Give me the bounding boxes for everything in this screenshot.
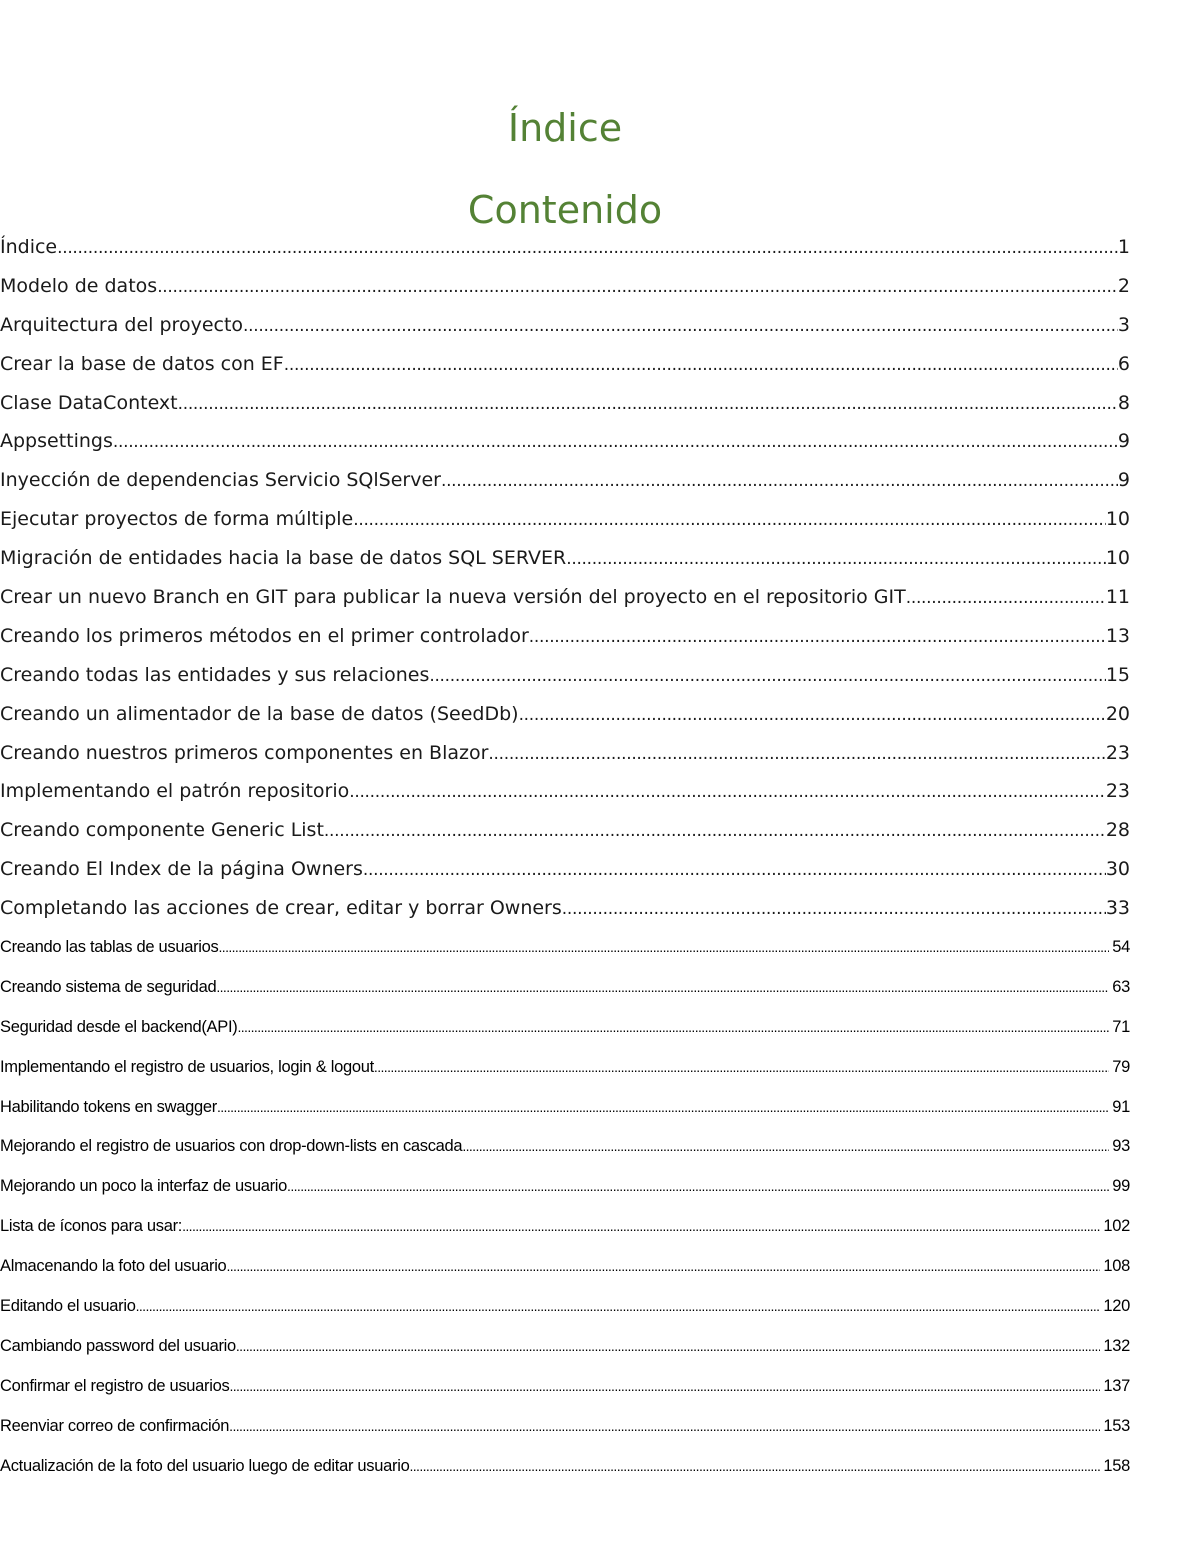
toc-dot-leader xyxy=(57,229,1118,267)
toc-entry[interactable] xyxy=(0,1048,1130,1088)
toc-entry[interactable] xyxy=(0,656,1130,695)
toc-dot-leader xyxy=(441,462,1118,500)
toc-entry-page-number: 108 xyxy=(1103,1257,1130,1276)
toc-entry[interactable] xyxy=(0,345,1130,384)
toc-dot-leader xyxy=(237,1008,1109,1048)
toc-dot-leader xyxy=(217,1088,1109,1128)
toc-entry-page-number: 15 xyxy=(1105,663,1130,686)
toc-entry-title: Editando el usuario xyxy=(0,1297,136,1316)
toc-entry-page-number: 13 xyxy=(1105,624,1130,647)
toc-entry[interactable] xyxy=(0,1207,1130,1247)
toc-entry-page-number: 54 xyxy=(1112,938,1130,957)
toc-entry[interactable] xyxy=(0,539,1130,578)
toc-entry[interactable] xyxy=(0,1367,1130,1407)
toc-dot-leader xyxy=(409,1447,1100,1487)
toc-entry[interactable] xyxy=(0,734,1130,773)
toc-entry-title: Almacenando la foto del usuario xyxy=(0,1257,227,1276)
toc-dot-leader xyxy=(519,696,1106,734)
toc-entry-title: Ejecutar proyectos de forma múltiple xyxy=(0,508,354,531)
toc-dot-leader xyxy=(113,423,1118,461)
toc-entry-title: Creando los primeros métodos en el primer controlador xyxy=(0,624,529,647)
toc-entry[interactable] xyxy=(0,1287,1130,1327)
toc-entry-page-number: 3 xyxy=(1117,313,1130,336)
toc-entry-page-number: 9 xyxy=(1117,430,1130,453)
toc-dot-leader xyxy=(462,1127,1109,1167)
toc-entry-title: Creando sistema de seguridad xyxy=(0,977,217,996)
toc-entry-page-number: 10 xyxy=(1105,508,1130,531)
toc-entry-title: Cambiando password del usuario xyxy=(0,1336,236,1355)
toc-entry[interactable] xyxy=(0,228,1130,267)
toc-dot-leader xyxy=(566,540,1106,578)
toc-dot-leader xyxy=(349,773,1106,811)
toc-entry[interactable] xyxy=(0,1447,1130,1487)
toc-dot-leader xyxy=(229,1367,1100,1407)
toc-entry-title: Implementando el registro de usuarios, login & logout xyxy=(0,1057,374,1076)
toc-entry-page-number: 23 xyxy=(1105,741,1130,764)
toc-entry-title: Creando componente Generic List xyxy=(0,819,324,842)
toc-entry-page-number: 79 xyxy=(1112,1057,1130,1076)
toc-dot-leader xyxy=(243,307,1118,345)
toc-dot-leader xyxy=(353,501,1106,539)
toc-entry-page-number: 120 xyxy=(1103,1297,1130,1316)
toc-dot-leader xyxy=(488,735,1105,773)
toc-dot-leader xyxy=(324,812,1106,850)
toc-entry-title: Clase DataContext xyxy=(0,391,178,414)
toc-entry-page-number: 153 xyxy=(1103,1416,1130,1435)
toc-entry-page-number: 2 xyxy=(1117,274,1130,297)
toc-entry-page-number: 137 xyxy=(1103,1376,1130,1395)
toc-entry-page-number: 71 xyxy=(1112,1017,1130,1036)
toc-entry-title: Creando un alimentador de la base de datos (SeedDb) xyxy=(0,702,519,725)
toc-entry-page-number: 93 xyxy=(1112,1137,1130,1156)
toc-entry[interactable] xyxy=(0,1167,1130,1207)
toc-entry[interactable] xyxy=(0,928,1130,968)
page-heading: Índice xyxy=(507,106,623,150)
toc-entry[interactable] xyxy=(0,811,1130,850)
toc-entry-page-number: 9 xyxy=(1117,469,1130,492)
toc-entry[interactable] xyxy=(0,267,1130,306)
toc-entry-title: Reenviar correo de confirmación xyxy=(0,1416,230,1435)
toc-entry-page-number: 6 xyxy=(1117,352,1130,375)
toc-entry-title: Actualización de la foto del usuario luego de editar usuario xyxy=(0,1456,410,1475)
toc-entry[interactable] xyxy=(0,889,1130,928)
toc-entry-page-number: 11 xyxy=(1105,586,1130,609)
toc-dot-leader xyxy=(157,268,1118,306)
toc-title: Contenido xyxy=(467,188,663,232)
toc-entry-page-number: 132 xyxy=(1103,1336,1130,1355)
toc-entry-title: Crear un nuevo Branch en GIT para publicar la nueva versión del proyecto en el repositorio GIT xyxy=(0,586,906,609)
toc-entry-title: Crear la base de datos con EF xyxy=(0,352,284,375)
toc-dot-leader xyxy=(906,579,1106,617)
toc-entry-title: Creando nuestros primeros componentes en Blazor xyxy=(0,741,489,764)
toc-entry[interactable] xyxy=(0,1327,1130,1367)
toc-entry[interactable] xyxy=(0,695,1130,734)
toc-entry-page-number: 99 xyxy=(1112,1177,1130,1196)
toc-entry-page-number: 30 xyxy=(1105,858,1130,881)
toc-dot-leader xyxy=(363,851,1106,889)
toc-entry-title: Appsettings xyxy=(0,430,113,453)
toc-dot-leader xyxy=(429,657,1105,695)
toc-dot-leader xyxy=(178,385,1118,423)
toc-entry-title: Mejorando el registro de usuarios con drop-down-lists en cascada xyxy=(0,1137,463,1156)
toc-entry-title: Habilitando tokens en swagger xyxy=(0,1097,217,1116)
toc-entry-page-number: 28 xyxy=(1105,819,1130,842)
toc-dot-leader xyxy=(136,1287,1101,1327)
toc-entry-page-number: 10 xyxy=(1105,547,1130,570)
toc-entry[interactable] xyxy=(0,384,1130,423)
toc-entry-title: Índice xyxy=(0,236,58,258)
toc-entry-page-number: 33 xyxy=(1105,897,1130,920)
toc-entry-title: Arquitectura del proyecto xyxy=(0,313,244,336)
table-of-contents xyxy=(0,228,1130,1487)
toc-entry-page-number: 1 xyxy=(1117,236,1130,258)
toc-entry[interactable] xyxy=(0,461,1130,500)
toc-dot-leader xyxy=(226,1247,1100,1287)
toc-dot-leader xyxy=(216,968,1109,1008)
toc-dot-leader xyxy=(374,1048,1109,1088)
toc-entry-title: Seguridad desde el backend(API) xyxy=(0,1017,238,1036)
toc-entry-title: Confirmar el registro de usuarios xyxy=(0,1376,230,1395)
toc-entry-page-number: 8 xyxy=(1117,391,1130,414)
toc-entry-title: Lista de íconos para usar: xyxy=(0,1217,183,1236)
toc-entry-page-number: 91 xyxy=(1112,1097,1130,1116)
toc-entry-title: Creando todas las entidades y sus relaciones xyxy=(0,663,430,686)
toc-entry[interactable] xyxy=(0,306,1130,345)
toc-dot-leader xyxy=(287,1167,1109,1207)
toc-entry-page-number: 158 xyxy=(1103,1456,1130,1475)
toc-entry[interactable] xyxy=(0,578,1130,617)
toc-entry-page-number: 20 xyxy=(1105,702,1130,725)
toc-entry[interactable] xyxy=(0,1088,1130,1128)
toc-entry-title: Completando las acciones de crear, editar y borrar Owners xyxy=(0,897,562,920)
toc-dot-leader xyxy=(218,928,1109,968)
toc-dot-leader xyxy=(236,1327,1100,1367)
toc-entry-title: Creando El Index de la página Owners xyxy=(0,858,363,881)
toc-entry[interactable] xyxy=(0,968,1130,1008)
toc-entry[interactable] xyxy=(0,1127,1130,1167)
toc-dot-leader xyxy=(284,346,1118,384)
toc-entry[interactable] xyxy=(0,1008,1130,1048)
toc-entry-title: Implementando el patrón repositorio xyxy=(0,780,350,803)
toc-dot-leader xyxy=(229,1407,1100,1447)
toc-entry[interactable] xyxy=(0,617,1130,656)
toc-entry-title: Mejorando un poco la interfaz de usuario xyxy=(0,1177,288,1196)
toc-entry[interactable] xyxy=(0,850,1130,889)
toc-dot-leader xyxy=(562,890,1106,928)
toc-entry-page-number: 102 xyxy=(1103,1217,1130,1236)
toc-entry-title: Migración de entidades hacia la base de datos SQL SERVER xyxy=(0,547,567,570)
toc-entry[interactable] xyxy=(0,500,1130,539)
toc-entry[interactable] xyxy=(0,422,1130,461)
toc-entry-title: Inyección de dependencias Servicio SQlServer xyxy=(0,469,441,492)
toc-entry-page-number: 63 xyxy=(1112,977,1130,996)
toc-entry[interactable] xyxy=(0,772,1130,811)
toc-entry-title: Creando las tablas de usuarios xyxy=(0,938,219,957)
toc-entry-title: Modelo de datos xyxy=(0,274,158,297)
toc-entry[interactable] xyxy=(0,1247,1130,1287)
toc-entry[interactable] xyxy=(0,1407,1130,1447)
toc-dot-leader xyxy=(182,1207,1100,1247)
toc-dot-leader xyxy=(529,618,1106,656)
toc-entry-page-number: 23 xyxy=(1105,780,1130,803)
